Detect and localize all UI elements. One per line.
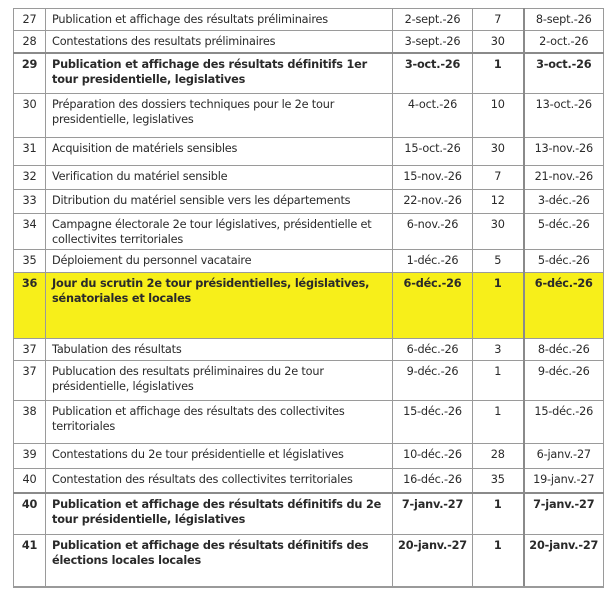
step-description: Contestation des résultats des collectivites territoriales — [46, 469, 393, 493]
end-date: 21-nov.-26 — [524, 166, 604, 190]
start-date: 6-nov.-26 — [393, 214, 473, 250]
table-row — [14, 401, 604, 444]
step-description: Acquisition de matériels sensibles — [46, 138, 393, 166]
duration-days: 1 — [473, 53, 524, 94]
table-row — [14, 444, 604, 469]
step-description: Publication et affichage des résultats définitifs du 2e tour présidentielle, législatives — [46, 493, 393, 535]
end-date: 15-déc.-26 — [524, 401, 604, 444]
duration-days: 7 — [473, 9, 524, 31]
table-row — [14, 339, 604, 361]
end-date: 5-déc.-26 — [524, 250, 604, 273]
table-row — [14, 493, 604, 535]
table-row — [14, 469, 604, 493]
start-date: 7-janv.-27 — [393, 493, 473, 535]
duration-days: 1 — [473, 273, 524, 339]
end-date: 6-janv.-27 — [524, 444, 604, 469]
table-row — [14, 361, 604, 401]
end-date: 3-oct.-26 — [524, 53, 604, 94]
start-date: 22-nov.-26 — [393, 190, 473, 214]
step-description: Contestations des resultats préliminaires — [46, 31, 393, 53]
step-number: 30 — [14, 94, 46, 138]
end-date: 3-déc.-26 — [524, 190, 604, 214]
table-row — [14, 53, 604, 94]
start-date: 3-oct.-26 — [393, 53, 473, 94]
step-number: 40 — [14, 493, 46, 535]
start-date: 15-oct.-26 — [393, 138, 473, 166]
duration-days: 10 — [473, 94, 524, 138]
step-description: Préparation des dossiers techniques pour le 2e tour presidentielle, legislatives — [46, 94, 393, 138]
step-number: 34 — [14, 214, 46, 250]
end-date: 8-déc.-26 — [524, 339, 604, 361]
step-number: 36 — [14, 273, 46, 339]
start-date: 20-janv.-27 — [393, 535, 473, 587]
table-row — [14, 535, 604, 587]
end-date: 5-déc.-26 — [524, 214, 604, 250]
start-date: 10-déc.-26 — [393, 444, 473, 469]
step-description: Jour du scrutin 2e tour présidentielles, législatives, sénatoriales et locales — [46, 273, 393, 339]
election-schedule-table — [13, 8, 604, 588]
start-date: 2-sept.-26 — [393, 9, 473, 31]
duration-days: 28 — [473, 444, 524, 469]
step-number: 29 — [14, 53, 46, 94]
step-number: 40 — [14, 469, 46, 493]
duration-days: 7 — [473, 166, 524, 190]
end-date: 2-oct.-26 — [524, 31, 604, 53]
step-number: 37 — [14, 361, 46, 401]
step-number: 41 — [14, 535, 46, 587]
end-date: 13-nov.-26 — [524, 138, 604, 166]
step-description: Tabulation des résultats — [46, 339, 393, 361]
table-row — [14, 190, 604, 214]
table-row — [14, 31, 604, 53]
step-number: 32 — [14, 166, 46, 190]
step-description: Contestations du 2e tour présidentielle et législatives — [46, 444, 393, 469]
start-date: 4-oct.-26 — [393, 94, 473, 138]
start-date: 15-déc.-26 — [393, 401, 473, 444]
end-date: 8-sept.-26 — [524, 9, 604, 31]
end-date: 20-janv.-27 — [524, 535, 604, 587]
duration-days: 5 — [473, 250, 524, 273]
step-description: Ditribution du matériel sensible vers les départements — [46, 190, 393, 214]
step-description: Déploiement du personnel vacataire — [46, 250, 393, 273]
step-description: Campagne électorale 2e tour législatives, présidentielle et collectivites territoriales — [46, 214, 393, 250]
duration-days: 12 — [473, 190, 524, 214]
end-date: 7-janv.-27 — [524, 493, 604, 535]
start-date: 6-déc.-26 — [393, 339, 473, 361]
end-date: 13-oct.-26 — [524, 94, 604, 138]
duration-days: 30 — [473, 31, 524, 53]
table-row — [14, 250, 604, 273]
table-row-highlighted — [14, 273, 604, 339]
duration-days: 1 — [473, 493, 524, 535]
duration-days: 30 — [473, 214, 524, 250]
step-number: 38 — [14, 401, 46, 444]
step-number: 27 — [14, 9, 46, 31]
step-description: Publication et affichage des résultats préliminaires — [46, 9, 393, 31]
step-number: 28 — [14, 31, 46, 53]
step-number: 37 — [14, 339, 46, 361]
duration-days: 30 — [473, 138, 524, 166]
end-date: 9-déc.-26 — [524, 361, 604, 401]
step-number: 35 — [14, 250, 46, 273]
duration-days: 35 — [473, 469, 524, 493]
step-description: Publication et affichage des résultats définitifs des élections locales locales — [46, 535, 393, 587]
start-date: 15-nov.-26 — [393, 166, 473, 190]
table-row — [14, 214, 604, 250]
duration-days: 1 — [473, 535, 524, 587]
step-description: Publication et affichage des résultats définitifs 1er tour presidentielle, legislatives — [46, 53, 393, 94]
table-row — [14, 166, 604, 190]
start-date: 16-déc.-26 — [393, 469, 473, 493]
step-number: 31 — [14, 138, 46, 166]
duration-days: 3 — [473, 339, 524, 361]
table-row — [14, 9, 604, 31]
end-date: 19-janv.-27 — [524, 469, 604, 493]
duration-days: 1 — [473, 361, 524, 401]
step-number: 33 — [14, 190, 46, 214]
start-date: 6-déc.-26 — [393, 273, 473, 339]
step-description: Publication et affichage des résultats des collectivites territoriales — [46, 401, 393, 444]
step-description: Verification du matériel sensible — [46, 166, 393, 190]
start-date: 3-sept.-26 — [393, 31, 473, 53]
end-date: 6-déc.-26 — [524, 273, 604, 339]
step-number: 39 — [14, 444, 46, 469]
table-row — [14, 94, 604, 138]
start-date: 1-déc.-26 — [393, 250, 473, 273]
step-description: Publucation des resultats préliminaires du 2e tour présidentielle, législatives — [46, 361, 393, 401]
duration-days: 1 — [473, 401, 524, 444]
start-date: 9-déc.-26 — [393, 361, 473, 401]
table-row — [14, 138, 604, 166]
